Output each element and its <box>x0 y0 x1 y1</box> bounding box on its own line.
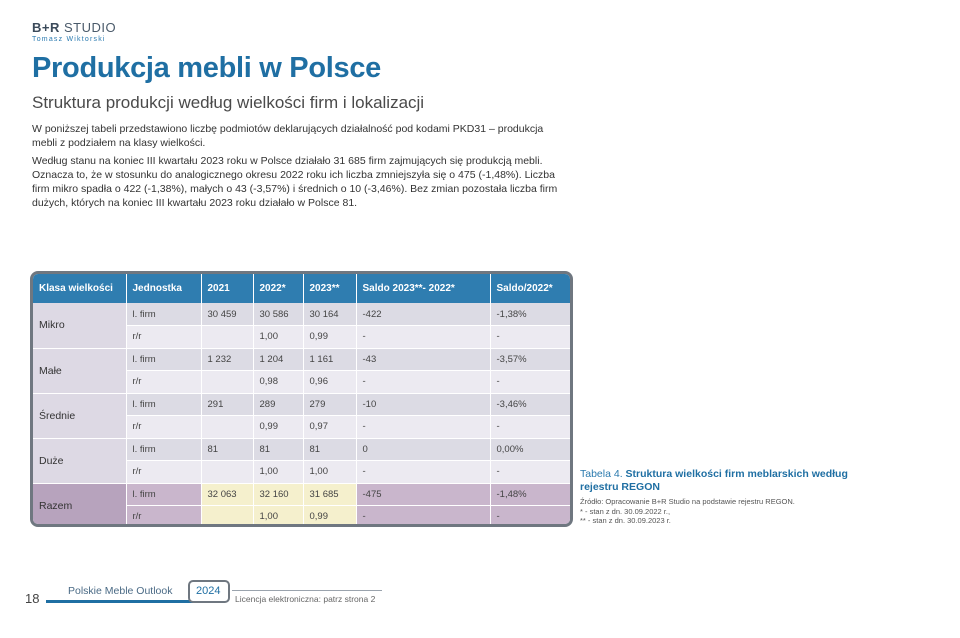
cell-saldo: -10 <box>356 393 490 416</box>
cell-y2022: 81 <box>253 438 303 461</box>
cell-y2023: 31 685 <box>303 483 356 506</box>
cell-unit: r/r <box>126 416 201 439</box>
footer-publication: Polskie Meble Outlook <box>68 585 173 597</box>
cell-y2022: 32 160 <box>253 483 303 506</box>
firm-size-table <box>30 271 573 527</box>
table-row <box>33 303 570 326</box>
cell-y2023: 279 <box>303 393 356 416</box>
col-header-jednostka: Jednostka <box>126 274 201 303</box>
cell-saldo: - <box>356 506 490 528</box>
caption-source: Źródło: Opracowanie B+R Studio na podstawie rejestru REGON. <box>580 497 795 506</box>
cell-y2022: 30 586 <box>253 303 303 326</box>
cell-pct: - <box>490 416 570 439</box>
cell-klasa: Średnie <box>33 393 126 438</box>
cell-pct: - <box>490 506 570 528</box>
cell-pct: -3,46% <box>490 393 570 416</box>
cell-saldo: - <box>356 326 490 349</box>
cell-unit: l. firm <box>126 348 201 371</box>
cell-y2021 <box>201 371 253 394</box>
cell-y2023: 81 <box>303 438 356 461</box>
cell-y2021: 291 <box>201 393 253 416</box>
cell-y2023: 0,99 <box>303 506 356 528</box>
caption-title: Struktura wielkości firm meblarskich według rejestru REGON <box>580 468 848 493</box>
cell-y2021 <box>201 461 253 484</box>
table-row <box>33 483 570 506</box>
cell-pct: -3,57% <box>490 348 570 371</box>
cell-pct: 0,00% <box>490 438 570 461</box>
cell-unit: r/r <box>126 371 201 394</box>
page-subtitle: Struktura produkcji według wielkości firm i lokalizacji <box>32 93 425 112</box>
cell-saldo: 0 <box>356 438 490 461</box>
col-header-saldo-pct: Saldo/2022* <box>490 274 570 303</box>
logo-wordmark: B+R STUDIO <box>32 20 117 35</box>
cell-unit: l. firm <box>126 303 201 326</box>
caption-note-1: * - stan z dn. 30.09.2022 r., <box>580 506 671 516</box>
cell-pct: - <box>490 371 570 394</box>
logo-author: Tomasz Wiktorski <box>32 36 106 43</box>
col-header-2022: 2022* <box>253 274 303 303</box>
cell-unit: r/r <box>126 506 201 528</box>
cell-pct: -1,38% <box>490 303 570 326</box>
footer-year-badge: 2024 <box>188 580 230 603</box>
cell-pct: -1,48% <box>490 483 570 506</box>
page-number: 18 <box>25 591 40 606</box>
intro-paragraph: W poniższej tabeli przedstawiono liczbę podmiotów deklarujących działalność pod kodami PKD31 – produkcja mebli z podziałem na klasy wielkości. <box>32 123 544 149</box>
cell-y2022: 1,00 <box>253 326 303 349</box>
cell-y2022: 1 204 <box>253 348 303 371</box>
cell-klasa: Razem <box>33 483 126 527</box>
cell-y2023: 0,97 <box>303 416 356 439</box>
col-header-2023: 2023** <box>303 274 356 303</box>
cell-y2022: 289 <box>253 393 303 416</box>
cell-y2021 <box>201 506 253 528</box>
cell-unit: r/r <box>126 326 201 349</box>
footer-divider <box>232 590 382 591</box>
cell-saldo: -475 <box>356 483 490 506</box>
page-title: Produkcja mebli w Polsce <box>32 52 381 84</box>
logo <box>32 20 116 43</box>
cell-klasa: Mikro <box>33 303 126 348</box>
col-header-klasa: Klasa wielkości <box>33 274 126 303</box>
table-row <box>33 438 570 461</box>
cell-unit: l. firm <box>126 393 201 416</box>
caption-label: Tabela 4. <box>580 468 623 480</box>
footer-accent-line <box>46 600 193 603</box>
footer-license: Licencja elektroniczna: patrz strona 2 <box>235 594 376 604</box>
cell-unit: l. firm <box>126 438 201 461</box>
cell-unit: r/r <box>126 461 201 484</box>
cell-y2021: 32 063 <box>201 483 253 506</box>
cell-y2021 <box>201 326 253 349</box>
table-header-row <box>33 274 570 303</box>
col-header-saldo: Saldo 2023**- 2022* <box>356 274 490 303</box>
cell-y2022: 0,99 <box>253 416 303 439</box>
cell-klasa: Duże <box>33 438 126 483</box>
cell-y2022: 1,00 <box>253 461 303 484</box>
cell-saldo: - <box>356 416 490 439</box>
cell-y2023: 1,00 <box>303 461 356 484</box>
caption-note-2: ** - stan z dn. 30.09.2023 r. <box>580 516 671 525</box>
cell-y2021: 81 <box>201 438 253 461</box>
cell-y2021 <box>201 416 253 439</box>
cell-pct: - <box>490 461 570 484</box>
cell-klasa: Małe <box>33 348 126 393</box>
summary-paragraph: Według stanu na koniec III kwartału 2023 roku w Polsce działało 31 685 firm zajmujących się produkcją mebli. Oznacza to, że w stosunku do analogicznego okresu 2022 roku ich liczba zmniejszyła się o 475 (-1,48%). Liczba firm mikro spadła o 422 (-1,38%), małych o 43 (-3,57%) i średnich o 10 (-3,46%). Bez zmian pozostała liczba firm dużych, których na koniec III kwartału 2023 roku działało w Polsce 81. <box>32 155 558 209</box>
cell-saldo: -422 <box>356 303 490 326</box>
cell-y2023: 0,99 <box>303 326 356 349</box>
cell-y2023: 0,96 <box>303 371 356 394</box>
cell-y2021: 1 232 <box>201 348 253 371</box>
table-row <box>33 393 570 416</box>
cell-saldo: - <box>356 461 490 484</box>
cell-y2023: 30 164 <box>303 303 356 326</box>
table-row <box>33 348 570 371</box>
cell-y2022: 0,98 <box>253 371 303 394</box>
cell-y2023: 1 161 <box>303 348 356 371</box>
cell-saldo: - <box>356 371 490 394</box>
cell-unit: l. firm <box>126 483 201 506</box>
cell-y2021: 30 459 <box>201 303 253 326</box>
col-header-2021: 2021 <box>201 274 253 303</box>
cell-pct: - <box>490 326 570 349</box>
cell-y2022: 1,00 <box>253 506 303 528</box>
table-caption <box>580 468 880 526</box>
cell-saldo: -43 <box>356 348 490 371</box>
